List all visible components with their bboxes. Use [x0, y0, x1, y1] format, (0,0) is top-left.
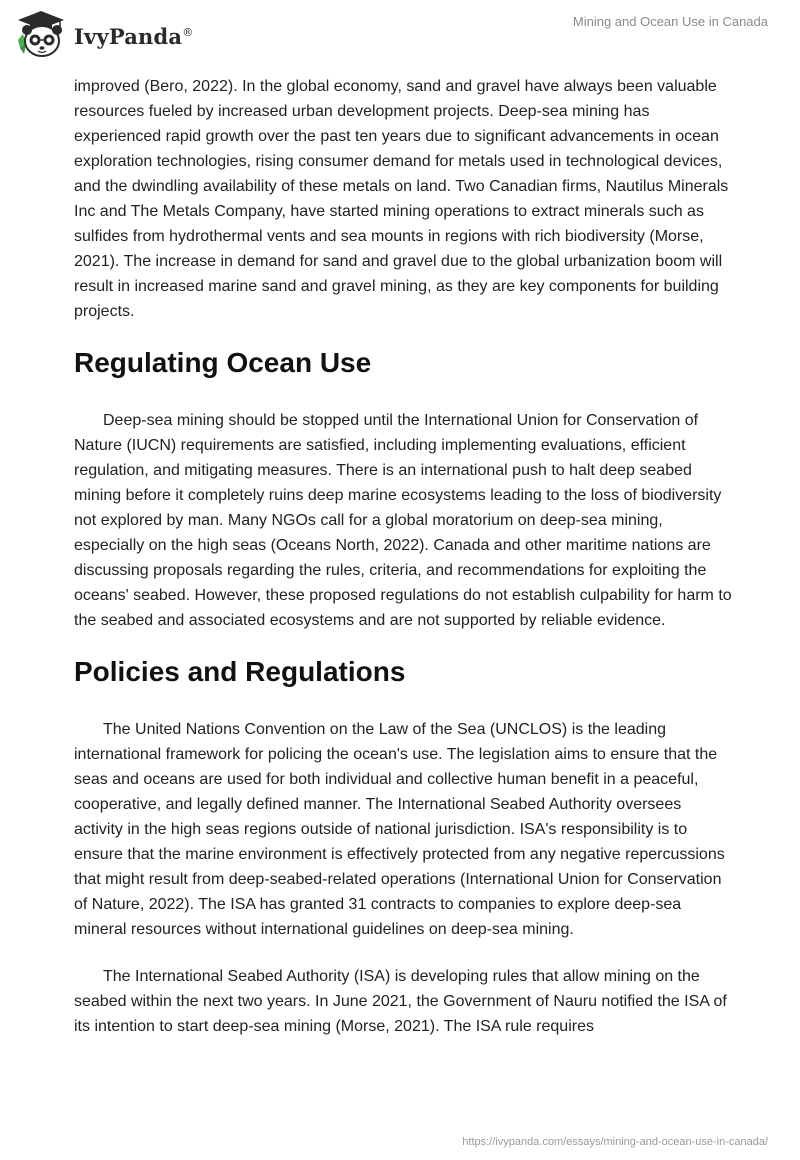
- paragraph: The United Nations Convention on the Law of the Sea (UNCLOS) is the leading international framework for policing the ocean's use. The legislation aims to ensure that the seas and oceans are used for both individual and collective human benefit in a peaceful, cooperative, and legally defined manner. The International Seabed Authority oversees activity in the high seas regions outside of national jurisdiction. ISA's responsibility is to ensure that the marine environment is effectively protected from any negative repercussions that might result from deep-seabed-related operations (International Union for Conservation of Nature, 2022). The ISA has granted 31 contracts to companies to explore deep-sea mineral resources without international guidelines on deep-sea mining.: [74, 721, 725, 938]
- panda-graduate-icon: [14, 8, 68, 60]
- document-title: Mining and Ocean Use in Canada: [572, 14, 768, 29]
- brand-name: IvyPanda®: [74, 23, 194, 49]
- paragraph: Deep-sea mining should be stopped until the International Union for Conservation of Nature (IUCN) requirements are satisfied, including implementing evaluations, efficient regulation, and mitigating measures. There is an international push to halt deep seabed mining before it completely ruins deep marine ecosystems leading to the loss of biodiversity not explored by man. Many NGOs call for a global moratorium on deep-sea mining, especially on the high seas (Oceans North, 2022). Canada and other maritime nations are discussing proposals regarding the rules, criteria, and recommendations for exploiting the oceans' seabed. However, these proposed regulations do not establish culpability for harm to the seabed and associated ecosystems and are not supported by reliable evidence.: [74, 412, 732, 629]
- section-heading-regulating-ocean-use: Regulating Ocean Use: [74, 347, 372, 378]
- section-heading-policies-and-regulations: Policies and Regulations: [74, 656, 406, 687]
- source-url[interactable]: https://ivypanda.com/essays/mining-and-ocean-use-in-canada/: [462, 1136, 768, 1148]
- page-header: [0, 0, 800, 70]
- essay-body: [74, 74, 734, 1061]
- paragraph: The International Seabed Authority (ISA) is developing rules that allow mining on the seabed within the next two years. In June 2021, the Government of Nauru notified the ISA of its intention to start deep-sea mining (Morse, 2021). The ISA rule requires: [74, 968, 727, 1035]
- brand-logo[interactable]: [14, 8, 193, 60]
- paragraph: improved (Bero, 2022). In the global economy, sand and gravel have always been valuable resources fueled by increased urban development projects. Deep-sea mining has experienced rapid growth over the past ten years due to significant advancements in ocean exploration technologies, rising consumer demand for metals used in technological devices, and the dwindling availability of these metals on land. Two Canadian firms, Nautilus Minerals Inc and The Metals Company, have started mining operations to extract minerals such as sulfides from hydrothermal vents and sea mounts in regions with rich biodiversity (Morse, 2021). The increase in demand for sand and gravel due to the global urbanization boom will result in increased marine sand and gravel mining, as they are key components for building projects.: [74, 78, 729, 320]
